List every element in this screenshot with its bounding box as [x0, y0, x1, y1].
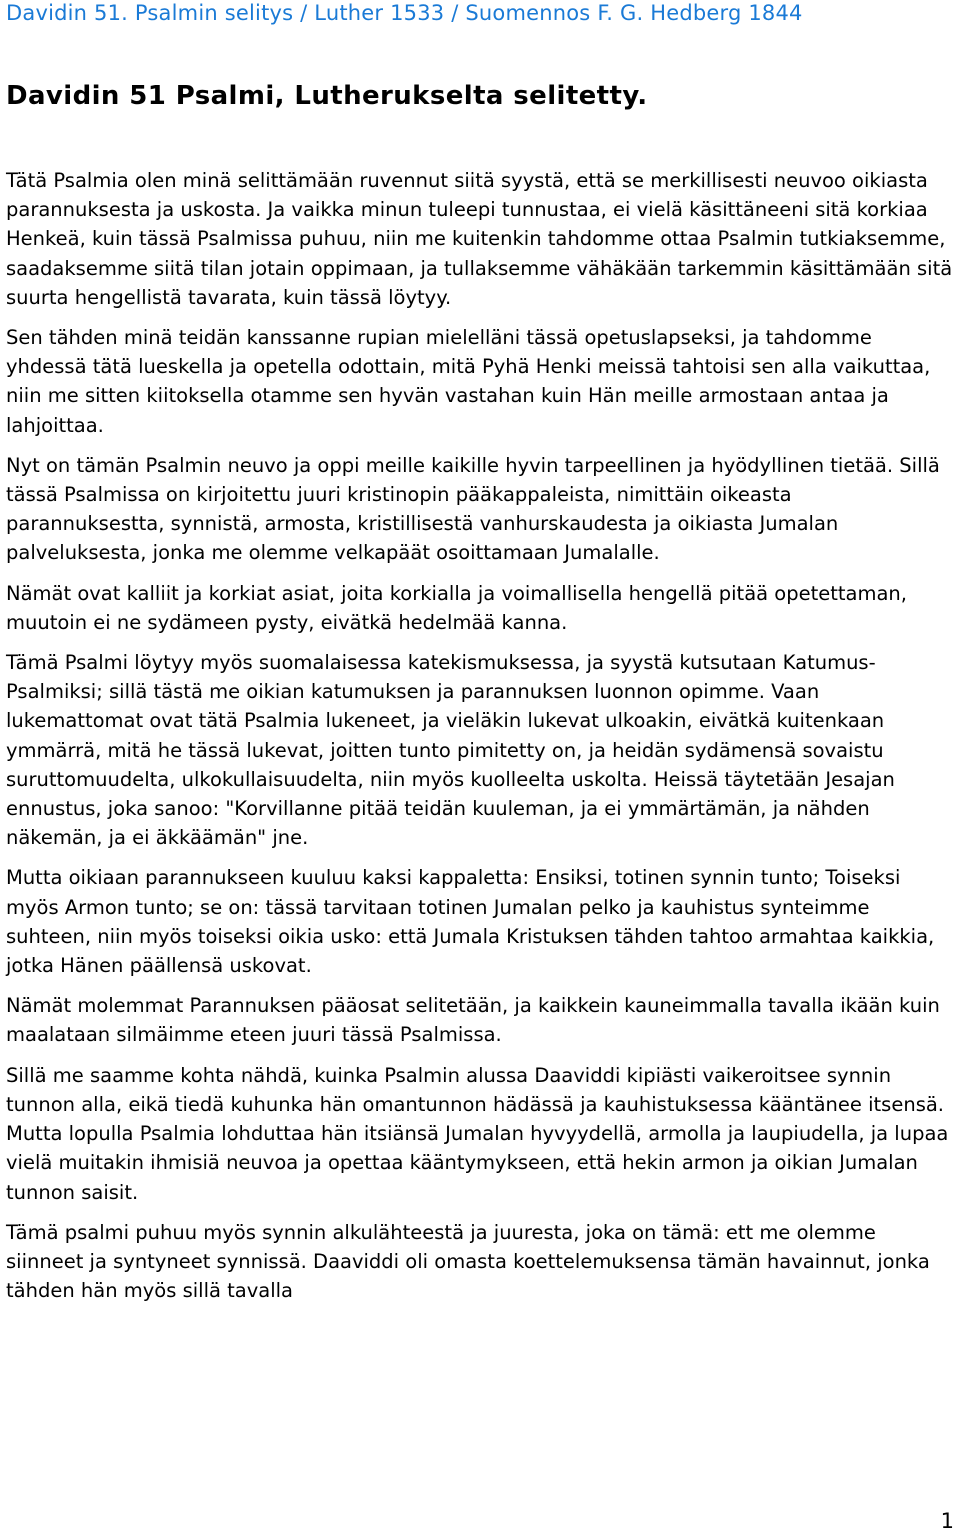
paragraph: Tätä Psalmia olen minä selittämään ruvennut siitä syystä, että se merkillisesti neuvoo oikiasta parannuksesta ja uskosta. Ja vaikka minun tuleepi tunnustaa, ei vielä käsittäneeni sitä korkiaa Henkeä, kuin tässä Psalmissa puhuu, niin me kuitenkin tahdomme ottaa Psalmin tutkiaksemme, saadaksemme siitä tilan jotain oppimaan, ja tullaksemme vähäkään tarkemmin käsittämään sitä suurta hengellistä tavarata, kuin tässä löytyy. — [6, 169, 953, 309]
running-header-title: Davidin 51. Psalmin selitys / Luther 1533 / Suomennos F. G. Hedberg 1844 — [6, 1, 803, 25]
page-number: 1 — [940, 1509, 954, 1533]
paragraph: Nyt on tämän Psalmin neuvo ja oppi meille kaikille hyvin tarpeellinen ja hyödyllinen tietää. Sillä tässä Psalmissa on kirjoitettu juuri kristinopin pääkappaleista, nimittäin oikeasta parannuksestta, synnistä, armosta, kristillisestä vanhurskaudesta ja oikiasta Jumalan palveluksesta, jonka me olemme velkapäät osoittamaan Jumalalle. — [6, 453, 940, 565]
paragraph: Sen tähden minä teidän kanssanne rupian mielelläni tässä opetuslapseksi, ja tahdomme yhdessä tätä lueskella ja opetella odottain, mitä Pyhä Henki meissä tahtoisi sen alla vaikuttaa, niin me sitten kiitoksella otamme sen hyvän vastahan kuin Hän meille armostaan antaa ja lahjoittaa. — [6, 326, 931, 437]
document-title: Davidin 51 Psalmi, Lutherukselta selitetty. — [6, 81, 648, 111]
paragraph: Tämä psalmi puhuu myös synnin alkulähteestä ja juuresta, joka on tämä: ett me olemme siinneet ja syntyneet synnissä. Daaviddi oli omasta koettelemuksensa tämän havainnut, jonka tähden hän myös sillä tavalla — [6, 1220, 930, 1303]
paragraph: Nämät molemmat Parannuksen pääosat selitetään, ja kaikkein kauneimmalla tavalla ikään kuin maalataan silmäimme eteen juuri tässä Psalmissa. — [6, 994, 940, 1047]
paragraph: Tämä Psalmi löytyy myös suomalaisessa katekismuksessa, ja syystä kutsutaan Katumus-Psalmiksi; sillä tästä me oikian katumuksen ja parannuksen luonnon opimme. Vaan lukemattomat ovat tätä Psalmia lukeneet, ja vieläkin lukevat ulkoakin, eivätkä kuitenkaan ymmärrä, mitä he tässä lukevat, joitten tunto pimitetty on, ja heidän sydämensä sovaistu suruttomuudelta, ulkokullaisuudelta, niin myös kuolleelta uskolta. Heissä täytetään Jesajan ennustus, joka sanoo: "Korvillanne pitää teidän kuuleman, ja ei ymmärtämän, ja nähden näkemän, ja ei äkkäämän" jne. — [6, 651, 895, 850]
paragraph: Sillä me saamme kohta nähdä, kuinka Psalmin alussa Daaviddi kipiästi vaikeroitsee synnin tunnon alla, eikä tiedä kuhunka hän omantunnon hädässä ja kauhistuksessa kääntänee itsensä. Mutta lopulla Psalmia lohduttaa hän itsiänsä Jumalan hyvyydellä, armolla ja laupiudella, ja lupaa vielä muitakin ihmisiä neuvoa ja opettaa kääntymykseen, että hekin armon ja oikian Jumalan tunnon saisit. — [6, 1063, 949, 1204]
document-body — [6, 166, 956, 1316]
paragraph: Mutta oikiaan parannukseen kuuluu kaksi kappaletta: Ensiksi, totinen synnin tunto; Toiseksi myös Armon tunto; se on: tässä tarvitaan totinen Jumalan pelko ja kauhistus synteimme suhteen, niin myös toiseksi oikia usko: että Jumala Kristuksen tähden tahtoo armahtaa kaikkia, jotka Hänen päällensä uskovat. — [6, 866, 935, 978]
paragraph: Nämät ovat kalliit ja korkiat asiat, joita korkialla ja voimallisella hengellä pitää opetettaman, muutoin ei ne sydämeen pysty, eivätkä hedelmää kanna. — [6, 581, 907, 634]
